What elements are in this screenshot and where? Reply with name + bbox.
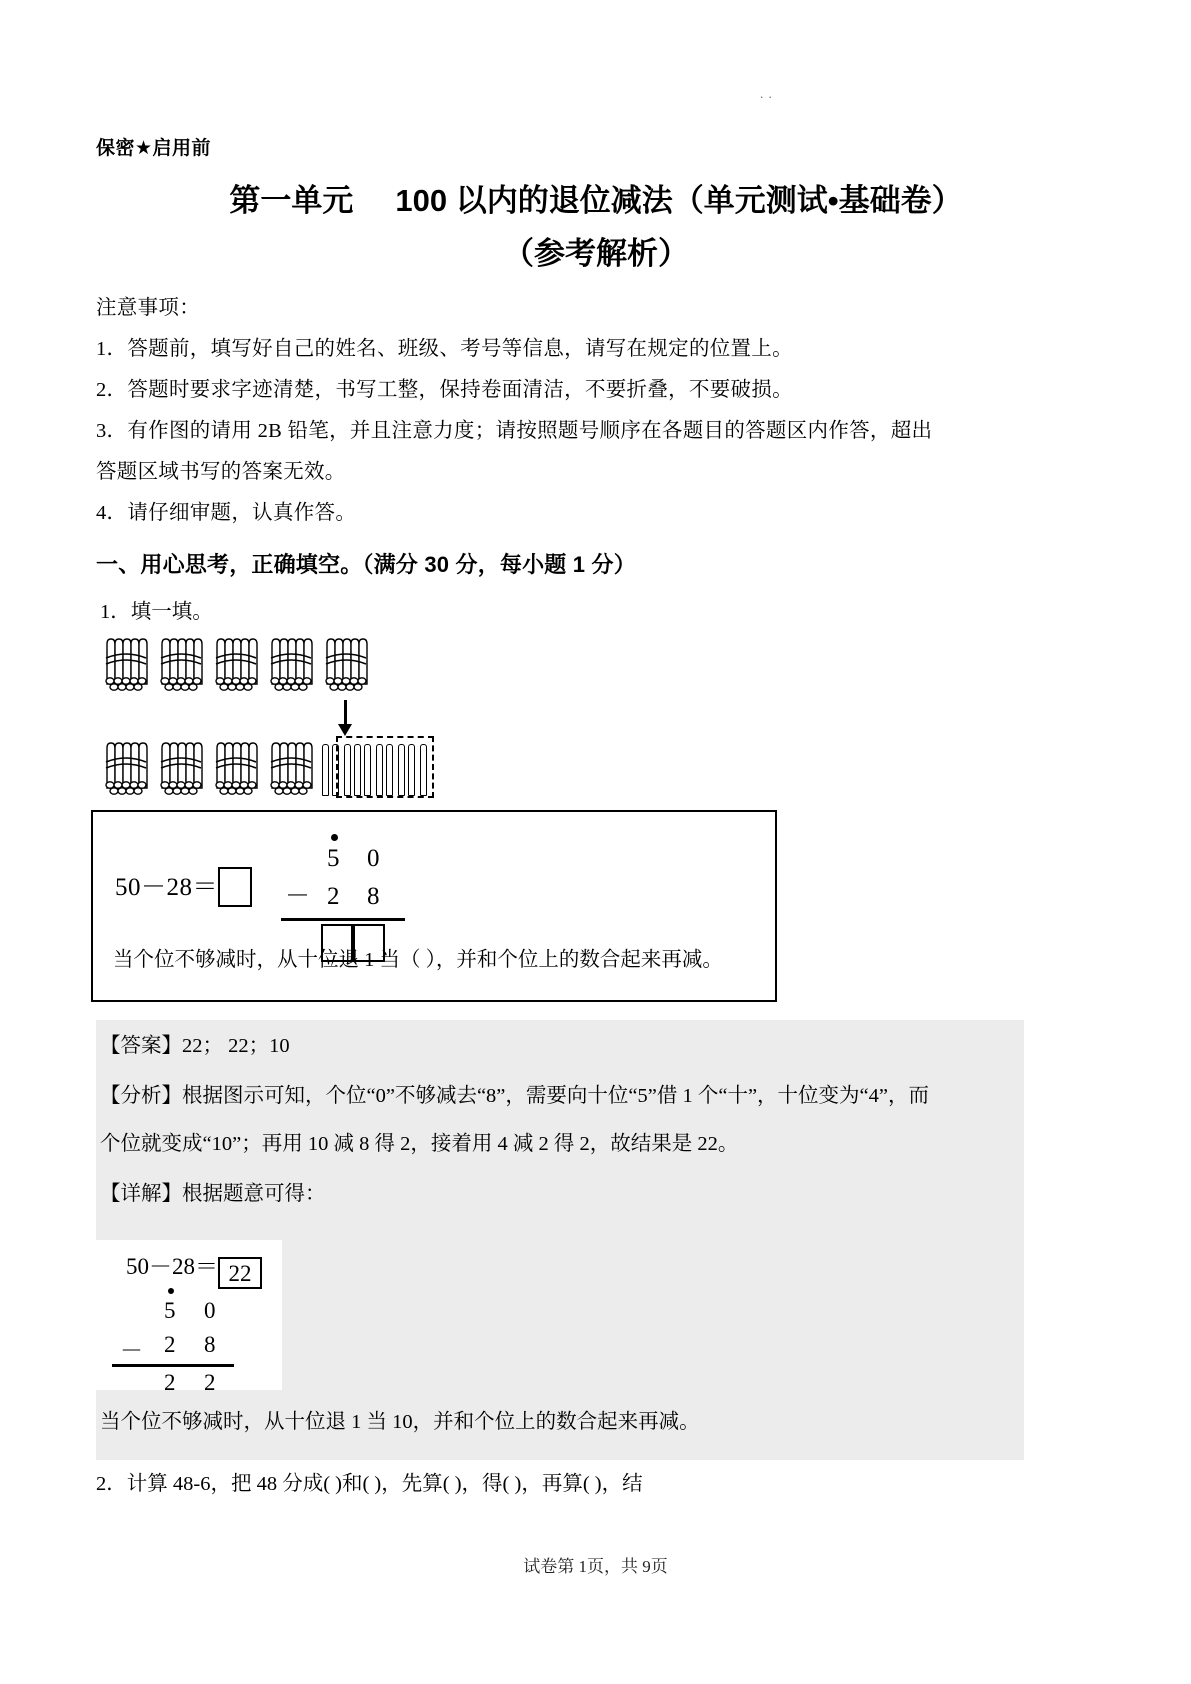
answer-label: 【答案】 <box>100 1035 182 1057</box>
page-footer: 试卷第 1页，共 9页 <box>523 1557 668 1576</box>
bundle-row1-3 <box>214 636 258 692</box>
explanation-closing-line: 当个位不够减时，从十位退 1 当 10，并和个位上的数合起来再减。 <box>100 1411 700 1433</box>
detail-diff-tens: 2 <box>164 1370 176 1395</box>
calculation-rule-line <box>281 918 405 921</box>
section-heading: 一、用心思考，正确填空。（满分 30 分，每小题 1 分） <box>96 552 636 577</box>
subtrahend-tens: 2 <box>327 883 340 910</box>
notice-item-3: 3．有作图的请用 2B 铅笔，并且注意力度；请按照题号顺序在各题目的答题区内作答，超出 <box>96 420 933 442</box>
loose-stick <box>322 744 329 796</box>
detail-rule-line <box>112 1364 234 1367</box>
notice-item-2: 2．答题时要求字迹清楚，书写工整，保持卷面清洁，不要折叠，不要破损。 <box>96 379 793 401</box>
detail-subtrahend-tens: 2 <box>164 1332 176 1357</box>
dashed-highlight-box <box>336 736 434 798</box>
down-arrow-head <box>338 724 352 736</box>
bundle-row1-4 <box>269 636 313 692</box>
analysis-text-1: 根据图示可知，个位“0”不够减去“8”，需要向十位“5”借 1 个“十”，十位变为“4”，而 <box>182 1085 929 1107</box>
q1-answer-blank[interactable] <box>218 867 252 907</box>
detail-result-box: 22 <box>218 1257 262 1289</box>
detail-lead-text: 根据题意可得： <box>182 1183 326 1205</box>
q1-equation <box>115 867 252 907</box>
detail-vertical-calculation <box>96 1240 282 1395</box>
detail-diff-ones: 2 <box>204 1370 216 1395</box>
detail-subtrahend-ones: 8 <box>204 1332 216 1357</box>
notice-item-1: 1．答题前，填写好自己的姓名、班级、考号等信息，请写在规定的位置上。 <box>96 338 793 360</box>
bundle-row2-3 <box>214 740 258 796</box>
bundle-icon <box>104 740 148 796</box>
answer-value: 22； 22；10 <box>182 1035 290 1057</box>
page-title <box>96 175 1096 220</box>
answer-line <box>100 1028 290 1058</box>
confidential-label: 保密★启用前 <box>96 138 212 159</box>
bundle-row2-2 <box>159 740 203 796</box>
page-dot-marks: . . <box>760 86 773 101</box>
question-2-text: 2．计算 48-6，把 48 分成( )和( )，先算( )，得( )，再算( )，结 <box>96 1473 643 1495</box>
subtrahend-ones: 8 <box>367 883 380 910</box>
minus-sign: － <box>285 883 311 910</box>
bundle-icon <box>159 740 203 796</box>
minuend-tens: 5 <box>327 845 340 872</box>
bundle-row2-4 <box>269 740 313 796</box>
bundle-icon <box>104 636 148 692</box>
detail-lead-line <box>100 1176 326 1206</box>
borrow-dot-icon <box>331 834 338 841</box>
minuend-ones: 0 <box>367 845 380 872</box>
detail-equation-text: 50－28＝ <box>126 1254 218 1279</box>
bundle-row1-5 <box>324 636 368 692</box>
bundle-icon <box>269 636 313 692</box>
notice-heading: 注意事项： <box>96 297 200 319</box>
sticks-figure <box>104 636 404 806</box>
notice-item-4: 4．请仔细审题，认真作答。 <box>96 502 357 524</box>
question-1-box <box>91 810 777 1002</box>
detail-borrow-dot-icon <box>168 1288 174 1294</box>
bundle-icon <box>324 636 368 692</box>
q1-prompt-text: 当个位不够减时，从十位退 1 当（ ），并和个位上的数合起来再减。 <box>113 949 723 971</box>
analysis-label: 【分析】 <box>100 1085 182 1107</box>
detail-minus-sign: － <box>120 1338 143 1363</box>
question-1-number: 1．填一填。 <box>100 601 213 623</box>
detail-label: 【详解】 <box>100 1183 182 1205</box>
detail-minuend-ones: 0 <box>204 1298 216 1323</box>
bundle-icon <box>214 740 258 796</box>
bundle-row1-2 <box>159 636 203 692</box>
analysis-line-2: 个位就变成“10”；再用 10 减 8 得 2，接着用 4 减 2 得 2，故结果是 22。 <box>100 1133 739 1155</box>
notice-block <box>96 288 1031 534</box>
page-subtitle: （参考解析） <box>503 236 689 271</box>
notice-item-3-cont: 答题区域书写的答案无效。 <box>96 461 346 483</box>
detail-minuend-tens: 5 <box>164 1298 176 1323</box>
title-rest: 100 以内的退位减法（单元测试•基础卷） <box>395 183 963 218</box>
analysis-line-1 <box>100 1078 929 1108</box>
detail-equation <box>126 1248 262 1289</box>
q1-equation-text: 50－28＝ <box>115 874 219 901</box>
bundle-icon <box>269 740 313 796</box>
bundle-icon <box>214 636 258 692</box>
down-arrow-shaft <box>344 700 347 726</box>
bundle-icon <box>159 636 203 692</box>
bundle-row2-1 <box>104 740 148 796</box>
bundle-row1-1 <box>104 636 148 692</box>
title-unit: 第一单元 <box>229 183 354 218</box>
